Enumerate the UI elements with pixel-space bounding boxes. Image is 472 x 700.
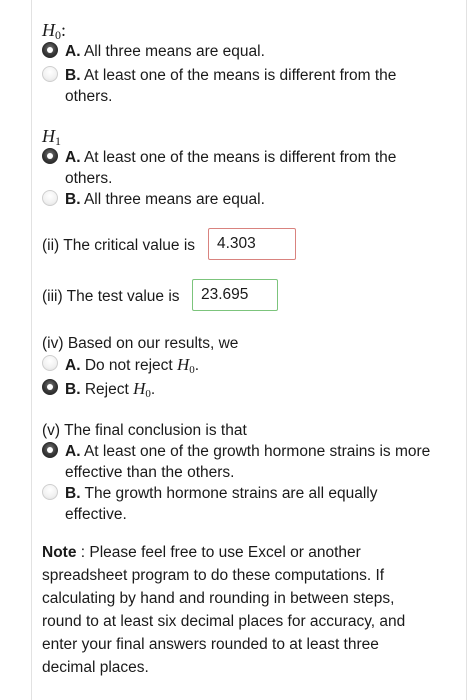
h0-heading: $H_0$:: [42, 20, 67, 42]
radio-unselected-icon[interactable]: [42, 190, 58, 206]
h0-option-a[interactable]: A. All three means are equal.: [42, 41, 442, 62]
decision-option-a[interactable]: A. Do not reject $H_0$.: [42, 354, 442, 381]
critical-value-label: (ii) The critical value is: [42, 237, 196, 254]
h1-heading: $H_1$: [42, 126, 61, 148]
h0-option-b[interactable]: B. At least one of the means is different from the others.: [42, 65, 442, 107]
radio-selected-icon[interactable]: [42, 379, 58, 395]
decision-prompt: (iv) Based on our results, we: [42, 335, 239, 352]
radio-selected-icon[interactable]: [42, 148, 58, 164]
radio-selected-icon[interactable]: [42, 42, 58, 58]
radio-selected-icon[interactable]: [42, 442, 58, 458]
radio-unselected-icon[interactable]: [42, 66, 58, 82]
conclusion-prompt: (v) The final conclusion is that: [42, 422, 247, 439]
test-value-label: (iii) The test value is: [42, 288, 180, 305]
conclusion-option-a[interactable]: A. At least one of the growth hormone strains is more effective than the others.: [42, 441, 442, 483]
h1-option-a[interactable]: A. At least one of the means is different from the others.: [42, 147, 442, 189]
decision-option-b[interactable]: B. Reject $H_0$.: [42, 378, 442, 405]
conclusion-option-b[interactable]: B. The growth hormone strains are all equally effective.: [42, 483, 442, 525]
critical-value-input[interactable]: 4.303: [208, 228, 296, 260]
radio-unselected-icon[interactable]: [42, 484, 58, 500]
h1-option-b[interactable]: B. All three means are equal.: [42, 189, 442, 210]
test-value-input[interactable]: 23.695: [192, 279, 278, 311]
note-text: Note : Please feel free to use Excel or another spreadsheet program to do these computations. If calculating by hand and rounding in between steps, round to at least six decimal places for accuracy, and enter your final answers rounded to at least three decimal places.: [42, 544, 406, 676]
radio-unselected-icon[interactable]: [42, 355, 58, 371]
